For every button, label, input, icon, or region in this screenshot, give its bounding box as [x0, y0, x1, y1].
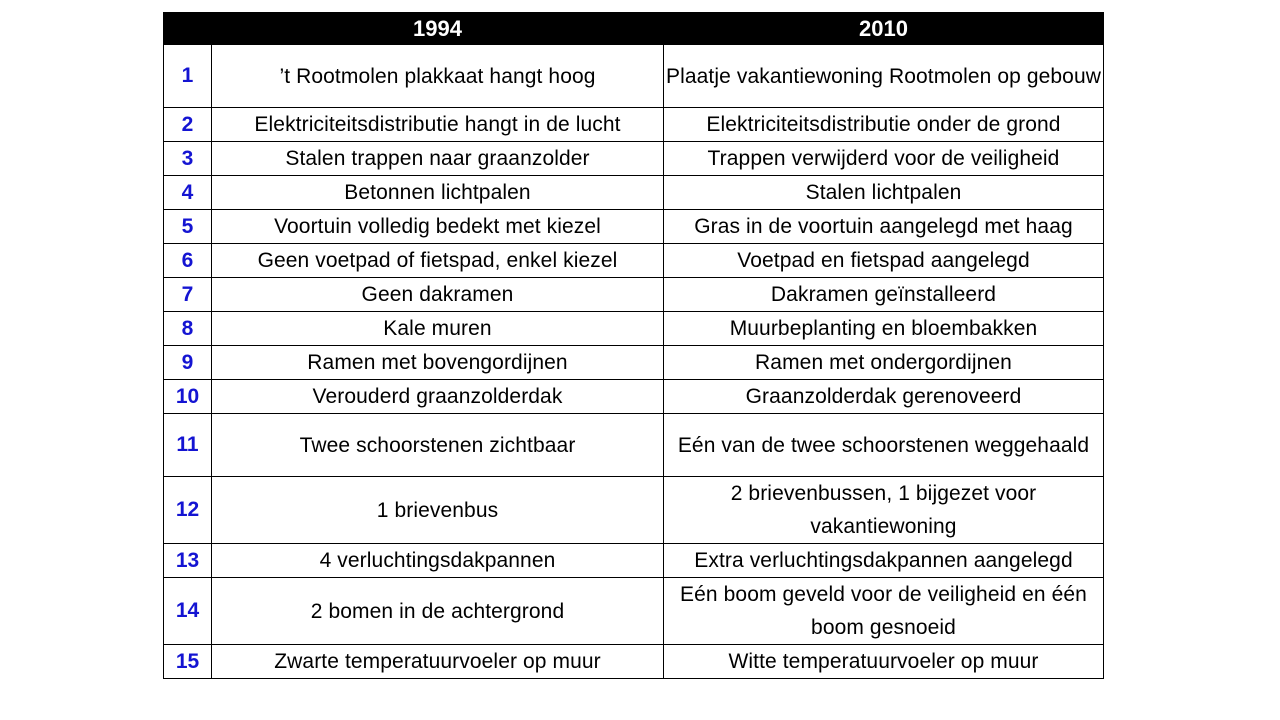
table-header-row: [164, 13, 1104, 45]
table-row: [164, 544, 1104, 578]
cell-1994: Geen voetpad of fietspad, enkel kiezel: [212, 244, 664, 278]
row-number: 2: [164, 108, 212, 142]
table-row: [164, 278, 1104, 312]
cell-2010: Ramen met ondergordijnen: [664, 346, 1104, 380]
cell-1994: Stalen trappen naar graanzolder: [212, 142, 664, 176]
cell-1994: Twee schoorstenen zichtbaar: [212, 414, 664, 477]
table-row: [164, 645, 1104, 679]
row-number: 13: [164, 544, 212, 578]
table-row: [164, 578, 1104, 645]
header-2010: 2010: [664, 13, 1104, 45]
cell-1994: Voortuin volledig bedekt met kiezel: [212, 210, 664, 244]
cell-2010: Plaatje vakantiewoning Rootmolen op gebouw: [664, 45, 1104, 108]
cell-2010: Elektriciteitsdistributie onder de grond: [664, 108, 1104, 142]
cell-2010: Muurbeplanting en bloembakken: [664, 312, 1104, 346]
cell-1994: Geen dakramen: [212, 278, 664, 312]
row-number: 12: [164, 477, 212, 544]
cell-1994: ’t Rootmolen plakkaat hangt hoog: [212, 45, 664, 108]
row-number: 10: [164, 380, 212, 414]
row-number: 11: [164, 414, 212, 477]
row-number: 3: [164, 142, 212, 176]
cell-2010: Eén boom geveld voor de veiligheid en één boom gesnoeid: [664, 578, 1104, 645]
cell-1994: 2 bomen in de achtergrond: [212, 578, 664, 645]
table-row: [164, 108, 1104, 142]
cell-2010: Voetpad en fietspad aangelegd: [664, 244, 1104, 278]
cell-2010: Trappen verwijderd voor de veiligheid: [664, 142, 1104, 176]
cell-2010: Dakramen geïnstalleerd: [664, 278, 1104, 312]
table-row: [164, 244, 1104, 278]
row-number: 14: [164, 578, 212, 645]
cell-1994: Zwarte temperatuurvoeler op muur: [212, 645, 664, 679]
row-number: 9: [164, 346, 212, 380]
table-row: [164, 210, 1104, 244]
cell-2010: Gras in de voortuin aangelegd met haag: [664, 210, 1104, 244]
cell-2010: Witte temperatuurvoeler op muur: [664, 645, 1104, 679]
cell-1994: Kale muren: [212, 312, 664, 346]
comparison-table: [163, 12, 1104, 679]
cell-1994: 1 brievenbus: [212, 477, 664, 544]
cell-1994: Betonnen lichtpalen: [212, 176, 664, 210]
row-number: 8: [164, 312, 212, 346]
table-row: [164, 477, 1104, 544]
row-number: 15: [164, 645, 212, 679]
cell-2010: 2 brievenbussen, 1 bijgezet voor vakantiewoning: [664, 477, 1104, 544]
cell-2010: Extra verluchtingsdakpannen aangelegd: [664, 544, 1104, 578]
header-number-cell: [164, 13, 212, 45]
row-number: 1: [164, 45, 212, 108]
table-row: [164, 346, 1104, 380]
row-number: 6: [164, 244, 212, 278]
cell-2010: Graanzolderdak gerenoveerd: [664, 380, 1104, 414]
table-row: [164, 312, 1104, 346]
cell-1994: Elektriciteitsdistributie hangt in de lucht: [212, 108, 664, 142]
table-row: [164, 45, 1104, 108]
row-number: 7: [164, 278, 212, 312]
table-row: [164, 176, 1104, 210]
cell-1994: 4 verluchtingsdakpannen: [212, 544, 664, 578]
table-row: [164, 414, 1104, 477]
cell-2010: Stalen lichtpalen: [664, 176, 1104, 210]
cell-1994: Ramen met bovengordijnen: [212, 346, 664, 380]
row-number: 4: [164, 176, 212, 210]
table-row: [164, 380, 1104, 414]
header-1994: 1994: [212, 13, 664, 45]
table-row: [164, 142, 1104, 176]
cell-1994: Verouderd graanzolderdak: [212, 380, 664, 414]
cell-2010: Eén van de twee schoorstenen weggehaald: [664, 414, 1104, 477]
row-number: 5: [164, 210, 212, 244]
